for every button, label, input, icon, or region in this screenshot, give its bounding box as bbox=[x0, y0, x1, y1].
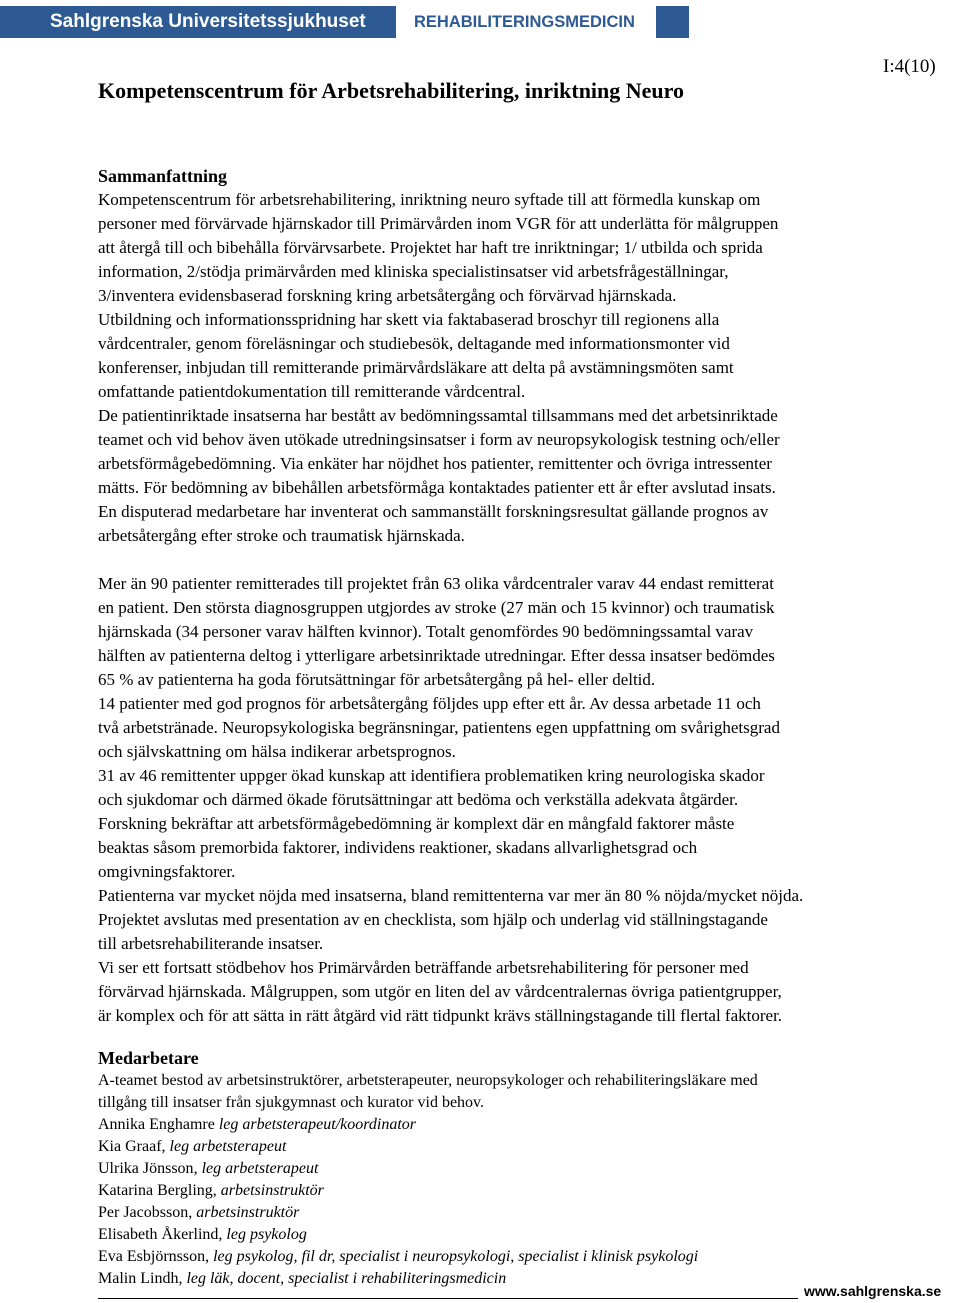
staff-separator: , bbox=[193, 1160, 202, 1177]
results-line: Vi ser ett fortsatt stödbehov hos Primärvården beträffande arbetsrehabilitering för personer med bbox=[98, 958, 749, 977]
summary-line: att återgå till och bibehålla förvärvsarbete. Projektet har haft tre inriktningar; 1/ utbilda och sprida bbox=[98, 238, 763, 257]
staff-member bbox=[98, 1158, 960, 1180]
staff-section bbox=[98, 1046, 960, 1290]
summary-line: vårdcentraler, genom föreläsningar och studiebesök, deltagande med informationsmonter vid bbox=[98, 334, 730, 353]
summary-line: Kompetenscentrum för arbetsrehabilitering, inriktning neuro syftade till att förmedla kunskap om bbox=[98, 190, 761, 209]
staff-list bbox=[98, 1114, 960, 1290]
staff-member bbox=[98, 1246, 960, 1268]
page-number: I:4(10) bbox=[883, 56, 936, 77]
results-line: och självskattning om hälsa indikerar arbetsprognos. bbox=[98, 742, 456, 761]
results-line: hjärnskada (34 personer varav hälften kvinnor). Totalt genomfördes 90 bedömningssamtal varav bbox=[98, 622, 754, 641]
results-line: Patienterna var mycket nöjda med insatserna, bland remittenterna var mer än 80 % nöjda/mycket nöjda. bbox=[98, 886, 804, 905]
staff-member-name: Annika Enghamre bbox=[98, 1116, 215, 1133]
summary-line: personer med förvärvade hjärnskador till Primärvården inom VGR för att underlätta för målgruppen bbox=[98, 214, 779, 233]
results-line: och sjukdomar och därmed ökade förutsättningar att bedöma och verkställa adekvata åtgärder. bbox=[98, 790, 739, 809]
results-line: Forskning bekräftar att arbetsförmågebedömning är komplext där en mångfald faktorer måste bbox=[98, 814, 735, 833]
staff-separator: , bbox=[205, 1248, 214, 1265]
summary-line: mätts. För bedömning av bibehållen arbetsförmåga kontaktades patienter ett år efter avslutad insats. bbox=[98, 478, 776, 497]
staff-member-name: Kia Graaf bbox=[98, 1138, 162, 1155]
results-line: 65 % av patienterna ha goda förutsättningar för arbetsåtergång på hel- eller deltid. bbox=[98, 670, 656, 689]
summary-line: teamet och vid behov även utökade utredningsinsatser i form av neuropsykologisk testning och/eller bbox=[98, 430, 780, 449]
staff-heading: Medarbetare bbox=[98, 1048, 199, 1068]
staff-member-role: leg psykolog bbox=[226, 1226, 307, 1243]
staff-separator: , bbox=[218, 1226, 227, 1243]
results-line: en patient. Den största diagnosgruppen utgjordes av stroke (27 män och 15 kvinnor) och traumatisk bbox=[98, 598, 775, 617]
summary-line: De patientinriktade insatserna har bestått av bedömningssamtal tillsammans med det arbetsinriktade bbox=[98, 406, 778, 425]
document-title: Kompetenscentrum för Arbetsrehabilitering, inriktning Neuro bbox=[98, 78, 685, 103]
summary-line: 3/inventera evidensbaserad forskning kring arbetsåtergång och förvärvad hjärnskada. bbox=[98, 286, 677, 305]
results-line: är komplex och för att sätta in rätt åtgärd vid rätt tidpunkt krävs ställningstagande till flertal faktorer. bbox=[98, 1006, 783, 1025]
staff-member-role: leg arbetsterapeut bbox=[169, 1138, 287, 1155]
results-line: hälften av patienterna deltog i ytterligare arbetsinriktade utredningar. Efter dessa insatser bedömdes bbox=[98, 646, 775, 665]
staff-separator: , bbox=[188, 1204, 197, 1221]
staff-member-name: Elisabeth Åkerlind bbox=[98, 1226, 219, 1243]
staff-member-name: Eva Esbjörnsson bbox=[98, 1248, 206, 1265]
staff-separator: , bbox=[161, 1138, 170, 1155]
staff-member bbox=[98, 1180, 960, 1202]
summary-line: Utbildning och informationsspridning har skett via faktabaserad broschyr till regionens alla bbox=[98, 310, 720, 329]
staff-member-role: leg psykolog, fil dr, specialist i neuropsykologi, specialist i klinisk psykologi bbox=[213, 1248, 699, 1265]
summary-line: arbetsåtergång efter stroke och traumatisk hjärnskada. bbox=[98, 526, 465, 545]
staff-member bbox=[98, 1202, 960, 1224]
summary-line: information, 2/stödja primärvården med kliniska specialistinsatser vid arbetsfrågeställningar, bbox=[98, 262, 729, 281]
header-square-decoration bbox=[656, 6, 689, 38]
staff-intro-line: tillgång till insatser från sjukgymnast och kurator vid behov. bbox=[98, 1094, 484, 1111]
summary-heading: Sammanfattning bbox=[98, 166, 228, 186]
results-line: till arbetsrehabiliterande insatser. bbox=[98, 934, 324, 953]
department-name: REHABILITERINGSMEDICIN bbox=[399, 6, 654, 38]
staff-member-role: arbetsinstruktör bbox=[196, 1204, 300, 1221]
staff-member-name: Katarina Bergling bbox=[98, 1182, 213, 1199]
staff-separator: , bbox=[178, 1270, 187, 1287]
staff-member-role: arbetsinstruktör bbox=[220, 1182, 324, 1199]
staff-member-name: Malin Lindh bbox=[98, 1270, 179, 1287]
results-line: Mer än 90 patienter remitterades till projektet från 63 olika vårdcentraler varav 44 endast remitterat bbox=[98, 574, 774, 593]
results-line: beaktas såsom premorbida faktorer, individens reaktioner, skadans allvarlighetsgrad och bbox=[98, 838, 698, 857]
staff-member bbox=[98, 1136, 960, 1158]
summary-line: konferenser, inbjudan till remitterande primärvårdsläkare att delta på avstämningsmöten samt bbox=[98, 358, 734, 377]
institution-name: Sahlgrenska Universitetssjukhuset bbox=[0, 6, 396, 38]
staff-member bbox=[98, 1114, 960, 1136]
results-line: 31 av 46 remittenter uppger ökad kunskap att identifiera problematiken kring neurologiska skador bbox=[98, 766, 765, 785]
summary-line: En disputerad medarbetare har inventerat och sammanställt forskningsresultat gällande prognos av bbox=[98, 502, 769, 521]
staff-member-name: Ulrika Jönsson bbox=[98, 1160, 194, 1177]
staff-member-name: Per Jacobsson bbox=[98, 1204, 189, 1221]
results-body bbox=[98, 572, 960, 1028]
summary-section bbox=[98, 164, 960, 1028]
results-line: omgivningsfaktorer. bbox=[98, 862, 236, 881]
footer-rule bbox=[98, 1298, 798, 1299]
staff-member-role: leg läk, docent, specialist i rehabiliteringsmedicin bbox=[186, 1270, 507, 1287]
summary-line: arbetsförmågebedömning. Via enkäter har nöjdhet hos patienter, remittenter och övriga intressenter bbox=[98, 454, 772, 473]
summary-line: omfattande patientdokumentation till remitterande vårdcentral. bbox=[98, 382, 526, 401]
footer-website[interactable]: www.sahlgrenska.se bbox=[804, 1283, 942, 1299]
staff-member-role: leg arbetsterapeut/koordinator bbox=[218, 1116, 417, 1133]
results-line: Projektet avslutas med presentation av en checklista, som hjälp och underlag vid ställningstagande bbox=[98, 910, 768, 929]
staff-member-role: leg arbetsterapeut bbox=[201, 1160, 319, 1177]
results-line: två arbetstränade. Neuropsykologiska begränsningar, patientens egen uppfattning om svårighetsgrad bbox=[98, 718, 780, 737]
summary-body bbox=[98, 188, 960, 548]
results-line: 14 patienter med god prognos för arbetsåtergång följdes upp efter ett år. Av dessa arbetade 11 och bbox=[98, 694, 761, 713]
staff-intro-line: A-teamet bestod av arbetsinstruktörer, arbetsterapeuter, neuropsykologer och rehabiliteringsläkare med bbox=[98, 1072, 758, 1089]
staff-member bbox=[98, 1224, 960, 1246]
results-line: förvärvad hjärnskada. Målgruppen, som utgör en liten del av vårdcentralernas övriga patientgrupper, bbox=[98, 982, 782, 1001]
staff-separator: , bbox=[212, 1182, 221, 1199]
